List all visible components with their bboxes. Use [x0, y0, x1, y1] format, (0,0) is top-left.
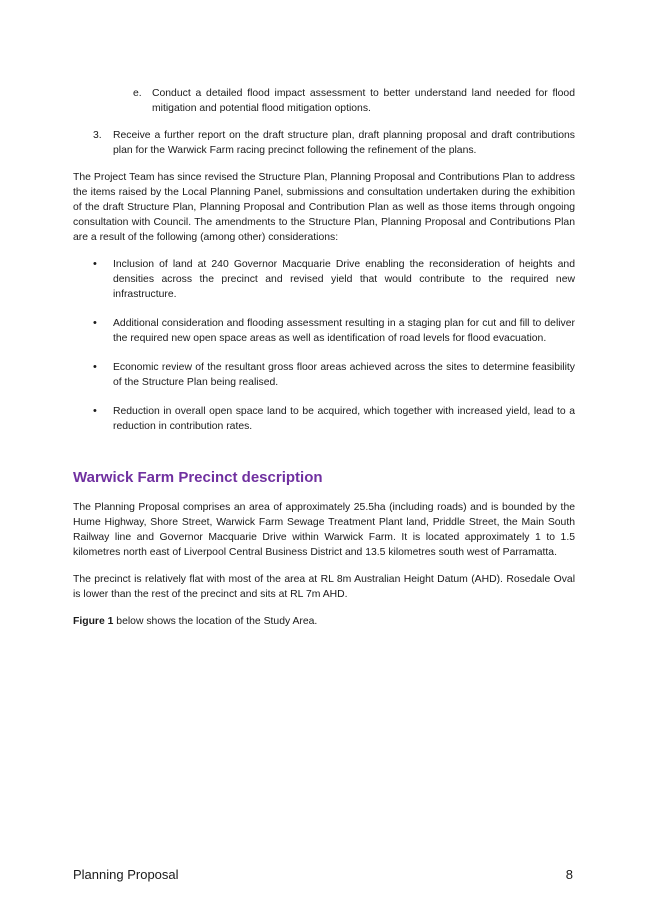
bullet-item [73, 404, 575, 434]
bullet-icon: • [93, 361, 97, 373]
section-heading: Warwick Farm Precinct description [73, 469, 323, 486]
figure-reference [73, 614, 575, 629]
bullet-text: Economic review of the resultant gross floor areas achieved across the sites to determine feasibility of the Structure Plan being realised. [113, 362, 575, 388]
bullet-text: Inclusion of land at 240 Governor Macquarie Drive enabling the reconsideration of heights and densities across the precinct and revised yield that would contribute to the required new infrastructure. [113, 259, 575, 300]
bullet-icon: • [93, 405, 97, 417]
figure-reference-label: Figure 1 [73, 616, 114, 627]
bullet-text: Reduction in overall open space land to be acquired, which together with increased yield, lead to a reduction in contribution rates. [113, 406, 575, 432]
figure-reference-text: below shows the location of the Study Area. [113, 616, 318, 627]
numbered-item-3 [73, 128, 575, 158]
section-paragraph: The precinct is relatively flat with most of the area at RL 8m Australian Height Datum (AHD). Rosedale Oval is lower than the rest of the precinct and sits at RL 7m AHD. [73, 574, 575, 600]
section-paragraph: The Planning Proposal comprises an area of approximately 25.5ha (including roads) and is bounded by the Hume Highway, Shore Street, Warwick Farm Sewage Treatment Plant land, Priddle Street, the Main South Railway line and Governor Macquarie Drive within Warwick Farm. It is located approximately 1 to 1.5 kilometres north east of Liverpool Central Business District and 13.5 kilometres south west of Parramatta. [73, 502, 575, 558]
bullet-item [73, 316, 575, 346]
considerations-list [73, 257, 575, 434]
list-item-text: Conduct a detailed flood impact assessment to better understand land needed for flood mitigation and potential flood mitigation options. [152, 88, 575, 114]
bullet-text: Additional consideration and flooding assessment resulting in a staging plan for cut and fill to deliver the required new open space areas as well as identification of road levels for flood evacuation. [113, 318, 575, 344]
bullet-item [73, 257, 575, 302]
intro-paragraph: The Project Team has since revised the Structure Plan, Planning Proposal and Contributions Plan to address the items raised by the Local Planning Panel, submissions and consultation undertaken during the exhibition of the draft Structure Plan, Planning Proposal and Contribution Plan as well as those items through ongoing consultation with Council. The amendments to the Structure Plan, Planning Proposal and Contributions Plan are a result of the following (among other) considerations: [73, 172, 575, 243]
bullet-icon: • [93, 258, 97, 270]
numbered-item-text: Receive a further report on the draft structure plan, draft planning proposal and draft contributions plan for the Warwick Farm racing precinct following the refinement of the plans. [113, 130, 575, 156]
footer-title: Planning Proposal [73, 867, 179, 882]
document-body [73, 86, 575, 629]
list-marker: e. [133, 88, 142, 99]
list-item-e [73, 86, 575, 116]
bullet-icon: • [93, 317, 97, 329]
bullet-item [73, 360, 575, 390]
page-number: 8 [565, 867, 573, 882]
numbered-marker: 3. [93, 130, 102, 141]
